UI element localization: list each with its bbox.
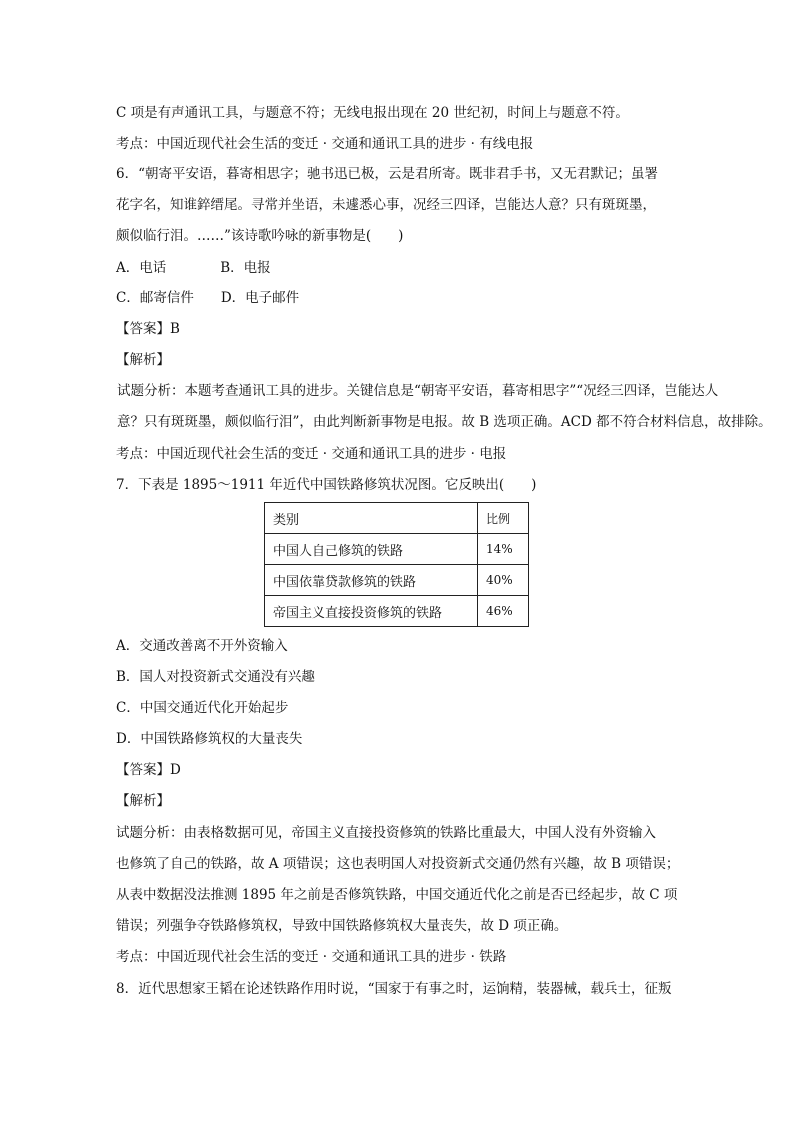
question-8-stem: 8．近代思想家王韬在论述铁路作用时说，“国家于有事之时，运饷精，装器械，载兵士，征叛	[116, 981, 672, 997]
table-header-cell: 类别	[265, 503, 478, 534]
question-7-option: C．中国交通近代化开始起步	[116, 700, 289, 716]
analysis-text: 从表中数据没法推测 1895 年之前是否修筑铁路，中国交通近代化之前是否已经起步，故 C 项	[116, 887, 678, 903]
table-row	[265, 534, 529, 565]
table-header-cell: 比例	[478, 503, 529, 534]
analysis-label: 【解析】	[116, 352, 170, 368]
question-6-options: A．电话 B．电报	[116, 260, 271, 276]
table-header-row	[265, 503, 529, 534]
question-6-stem: 颇似临行泪。……”该诗歌吟咏的新事物是( )	[116, 228, 404, 244]
analysis-text: 试题分析：由表格数据可见，帝国主义直接投资修筑的铁路比重最大，中国人没有外资输入	[116, 825, 656, 841]
question-7-option: A．交通改善离不开外资输入	[116, 638, 288, 654]
table-cell: 46%	[478, 596, 529, 627]
analysis-text: 意？只有斑斑墨，颇似临行泪”，由此判断新事物是电报。故 B 选项正确。ACD 都不符合材料信息，故排除。	[117, 414, 772, 430]
table-cell: 40%	[478, 565, 529, 596]
exam-point: 考点：中国近现代社会生活的变迁 · 交通和通讯工具的进步 · 铁路	[116, 949, 507, 965]
question-7-option: B．国人对投资新式交通没有兴趣	[116, 669, 315, 685]
exam-point: 考点：中国近现代社会生活的变迁 · 交通和通讯工具的进步 · 电报	[116, 446, 507, 462]
analysis-label: 【解析】	[116, 793, 170, 809]
question-7-stem: 7．下表是 1895～1911 年近代中国铁路修筑状况图。它反映出( )	[116, 477, 537, 493]
analysis-text: 试题分析：本题考查通讯工具的进步。关键信息是“朝寄平安语，暮寄相思字”“况经三四译，岂能达人	[117, 383, 719, 399]
table-cell: 中国人自己修筑的铁路	[265, 534, 478, 565]
analysis-text: 错误；列强争夺铁路修筑权，导致中国铁路修筑权大量丧失，故 D 项正确。	[116, 918, 568, 934]
table-row	[265, 596, 529, 627]
question-7-option: D．中国铁路修筑权的大量丧失	[116, 731, 303, 747]
table-cell: 14%	[478, 534, 529, 565]
question-6-stem: 6．“朝寄平安语，暮寄相思字；驰书迅已极，云是君所寄。既非君手书，又无君默记；虽署	[116, 166, 658, 182]
table-row	[265, 565, 529, 596]
answer-label: 【答案】D	[116, 762, 181, 778]
analysis-text: 也修筑了自己的铁路，故 A 项错误；这也表明国人对投资新式交通仍然有兴趣，故 B 项错误；	[116, 856, 680, 872]
railway-ratio-table	[264, 502, 529, 627]
table-cell: 帝国主义直接投资修筑的铁路	[265, 596, 478, 627]
explanation-text: C 项是有声通讯工具，与题意不符；无线电报出现在 20 世纪初，时间上与题意不符。	[116, 105, 629, 121]
answer-label: 【答案】B	[116, 321, 180, 337]
question-6-stem: 花字名，知谁錊缙尾。寻常并坐语，未遽悉心事，况经三四译，岂能达人意？只有斑斑墨，	[116, 197, 656, 213]
exam-point: 考点：中国近现代社会生活的变迁 · 交通和通讯工具的进步 · 有线电报	[116, 136, 534, 152]
table-cell: 中国依靠贷款修筑的铁路	[265, 565, 478, 596]
question-6-options: C．邮寄信件 D．电子邮件	[116, 290, 300, 306]
